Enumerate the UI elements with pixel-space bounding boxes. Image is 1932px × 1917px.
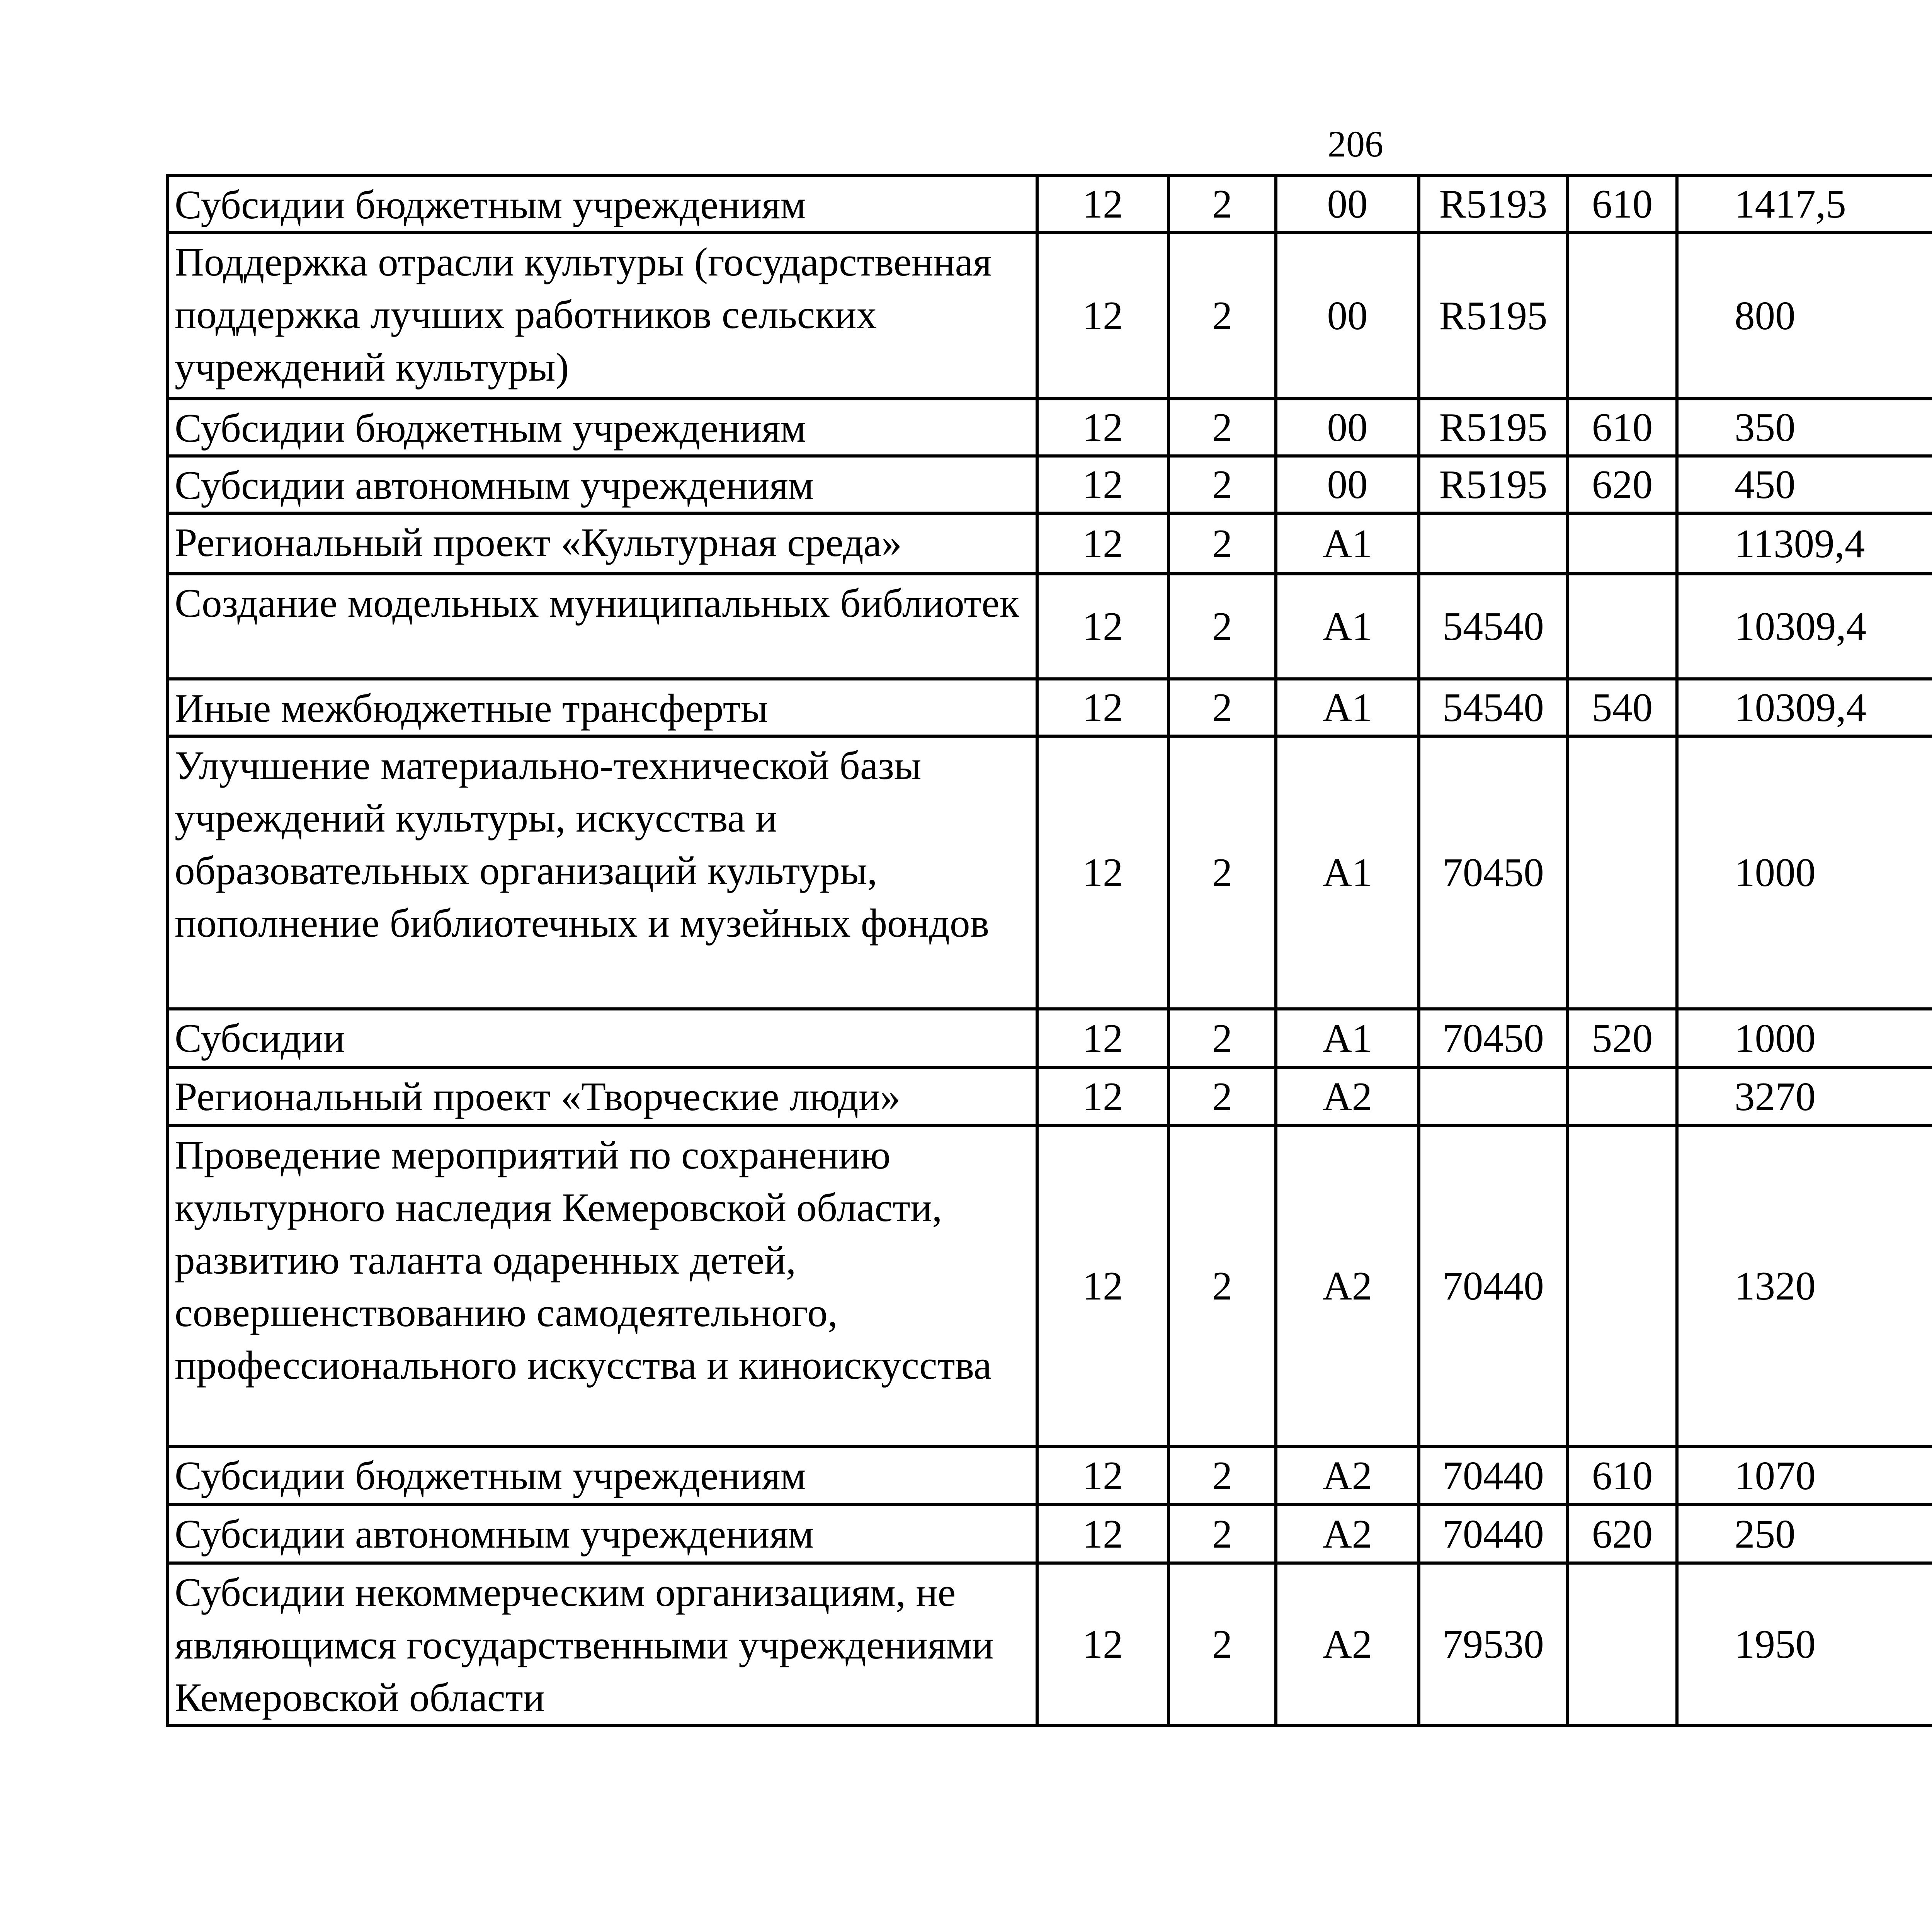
subsection-cell: 2 bbox=[1168, 233, 1276, 399]
program-cell: 00 bbox=[1276, 456, 1419, 513]
section-cell: 12 bbox=[1037, 1126, 1168, 1446]
article-cell: R5195 bbox=[1419, 399, 1568, 456]
subsection-cell: 2 bbox=[1168, 175, 1276, 233]
row-name-cell: Иные межбюджетные трансферты bbox=[168, 679, 1037, 736]
program-cell: А2 bbox=[1276, 1505, 1419, 1563]
expense-type-cell bbox=[1568, 1126, 1677, 1446]
subsection-cell: 2 bbox=[1168, 679, 1276, 736]
row-name-cell: Субсидии некоммерческим организациям, не являющимся государственными учреждениями Кемеровской области bbox=[168, 1563, 1037, 1725]
table-row bbox=[168, 1505, 1932, 1563]
article-cell: R5195 bbox=[1419, 456, 1568, 513]
table-row bbox=[168, 513, 1932, 574]
table-row bbox=[168, 1009, 1932, 1067]
program-cell: А1 bbox=[1276, 736, 1419, 1009]
section-cell: 12 bbox=[1037, 1009, 1168, 1067]
subsection-cell: 2 bbox=[1168, 1446, 1276, 1505]
subsection-cell: 2 bbox=[1168, 1563, 1276, 1725]
program-cell: А1 bbox=[1276, 513, 1419, 574]
section-cell: 12 bbox=[1037, 456, 1168, 513]
article-cell: 70440 bbox=[1419, 1505, 1568, 1563]
section-cell: 12 bbox=[1037, 1067, 1168, 1126]
article-cell: 70440 bbox=[1419, 1126, 1568, 1446]
table-row bbox=[168, 1067, 1932, 1126]
row-name-cell: Субсидии бюджетным учреждениям bbox=[168, 1446, 1037, 1505]
program-cell: А2 bbox=[1276, 1446, 1419, 1505]
subsection-cell: 2 bbox=[1168, 1009, 1276, 1067]
article-cell: 54540 bbox=[1419, 679, 1568, 736]
section-cell: 12 bbox=[1037, 679, 1168, 736]
table-row bbox=[168, 456, 1932, 513]
expense-type-cell: 610 bbox=[1568, 399, 1677, 456]
amount-cell: 1320 bbox=[1677, 1126, 1932, 1446]
table-row bbox=[168, 1126, 1932, 1446]
row-name-cell: Субсидии бюджетным учреждениям bbox=[168, 399, 1037, 456]
subsection-cell: 2 bbox=[1168, 574, 1276, 679]
article-cell: 54540 bbox=[1419, 574, 1568, 679]
expense-type-cell: 610 bbox=[1568, 175, 1677, 233]
amount-cell: 350 bbox=[1677, 399, 1932, 456]
table-row bbox=[168, 679, 1932, 736]
expense-type-cell: 520 bbox=[1568, 1009, 1677, 1067]
expense-type-cell: 540 bbox=[1568, 679, 1677, 736]
amount-cell: 800 bbox=[1677, 233, 1932, 399]
section-cell: 12 bbox=[1037, 513, 1168, 574]
article-cell bbox=[1419, 513, 1568, 574]
row-name-cell: Региональный проект «Творческие люди» bbox=[168, 1067, 1037, 1126]
section-cell: 12 bbox=[1037, 399, 1168, 456]
article-cell: 70450 bbox=[1419, 1009, 1568, 1067]
article-cell bbox=[1419, 1067, 1568, 1126]
row-name-cell: Региональный проект «Культурная среда» bbox=[168, 513, 1037, 574]
subsection-cell: 2 bbox=[1168, 1126, 1276, 1446]
amount-cell: 1417,5 bbox=[1677, 175, 1932, 233]
budget-table bbox=[166, 174, 1932, 1727]
table-row bbox=[168, 736, 1932, 1009]
table-row bbox=[168, 399, 1932, 456]
article-cell: 70450 bbox=[1419, 736, 1568, 1009]
expense-type-cell bbox=[1568, 513, 1677, 574]
program-cell: А2 bbox=[1276, 1067, 1419, 1126]
article-cell: 79530 bbox=[1419, 1563, 1568, 1725]
expense-type-cell: 620 bbox=[1568, 1505, 1677, 1563]
subsection-cell: 2 bbox=[1168, 1067, 1276, 1126]
subsection-cell: 2 bbox=[1168, 513, 1276, 574]
expense-type-cell bbox=[1568, 233, 1677, 399]
program-cell: 00 bbox=[1276, 399, 1419, 456]
amount-cell: 250 bbox=[1677, 1505, 1932, 1563]
expense-type-cell bbox=[1568, 1067, 1677, 1126]
program-cell: А1 bbox=[1276, 679, 1419, 736]
program-cell: А2 bbox=[1276, 1126, 1419, 1446]
article-cell: R5193 bbox=[1419, 175, 1568, 233]
section-cell: 12 bbox=[1037, 1505, 1168, 1563]
program-cell: А1 bbox=[1276, 1009, 1419, 1067]
amount-cell: 10309,4 bbox=[1677, 679, 1932, 736]
expense-type-cell: 620 bbox=[1568, 456, 1677, 513]
table-row bbox=[168, 574, 1932, 679]
row-name-cell: Субсидии автономным учреждениям bbox=[168, 1505, 1037, 1563]
row-name-cell: Субсидии автономным учреждениям bbox=[168, 456, 1037, 513]
amount-cell: 3270 bbox=[1677, 1067, 1932, 1126]
table-row bbox=[168, 1563, 1932, 1725]
amount-cell: 450 bbox=[1677, 456, 1932, 513]
program-cell: А1 bbox=[1276, 574, 1419, 679]
page-number: 206 bbox=[1328, 123, 1383, 165]
row-name-cell: Улучшение материально-технической базы учреждений культуры, искусства и образовательных организаций культуры, пополнение библиотечных и музейных фондов bbox=[168, 736, 1037, 1009]
table-row bbox=[168, 233, 1932, 399]
expense-type-cell bbox=[1568, 574, 1677, 679]
article-cell: 70440 bbox=[1419, 1446, 1568, 1505]
section-cell: 12 bbox=[1037, 1446, 1168, 1505]
amount-cell: 11309,4 bbox=[1677, 513, 1932, 574]
subsection-cell: 2 bbox=[1168, 736, 1276, 1009]
section-cell: 12 bbox=[1037, 736, 1168, 1009]
table-row bbox=[168, 175, 1932, 233]
row-name-cell: Субсидии bbox=[168, 1009, 1037, 1067]
row-name-cell: Создание модельных муниципальных библиотек bbox=[168, 574, 1037, 679]
subsection-cell: 2 bbox=[1168, 456, 1276, 513]
expense-type-cell bbox=[1568, 736, 1677, 1009]
amount-cell: 1070 bbox=[1677, 1446, 1932, 1505]
amount-cell: 1950 bbox=[1677, 1563, 1932, 1725]
subsection-cell: 2 bbox=[1168, 399, 1276, 456]
section-cell: 12 bbox=[1037, 1563, 1168, 1725]
amount-cell: 1000 bbox=[1677, 1009, 1932, 1067]
program-cell: 00 bbox=[1276, 233, 1419, 399]
section-cell: 12 bbox=[1037, 574, 1168, 679]
expense-type-cell bbox=[1568, 1563, 1677, 1725]
subsection-cell: 2 bbox=[1168, 1505, 1276, 1563]
row-name-cell: Проведение мероприятий по сохранению культурного наследия Кемеровской области, развитию таланта одаренных детей, совершенствованию самодеятельного, профессионального искусства и киноискусства bbox=[168, 1126, 1037, 1446]
program-cell: 00 bbox=[1276, 175, 1419, 233]
article-cell: R5195 bbox=[1419, 233, 1568, 399]
section-cell: 12 bbox=[1037, 175, 1168, 233]
row-name-cell: Поддержка отрасли культуры (государственная поддержка лучших работников сельских учреждений культуры) bbox=[168, 233, 1037, 399]
amount-cell: 1000 bbox=[1677, 736, 1932, 1009]
amount-cell: 10309,4 bbox=[1677, 574, 1932, 679]
section-cell: 12 bbox=[1037, 233, 1168, 399]
row-name-cell: Субсидии бюджетным учреждениям bbox=[168, 175, 1037, 233]
program-cell: А2 bbox=[1276, 1563, 1419, 1725]
table-body bbox=[168, 175, 1932, 1725]
table-row bbox=[168, 1446, 1932, 1505]
expense-type-cell: 610 bbox=[1568, 1446, 1677, 1505]
